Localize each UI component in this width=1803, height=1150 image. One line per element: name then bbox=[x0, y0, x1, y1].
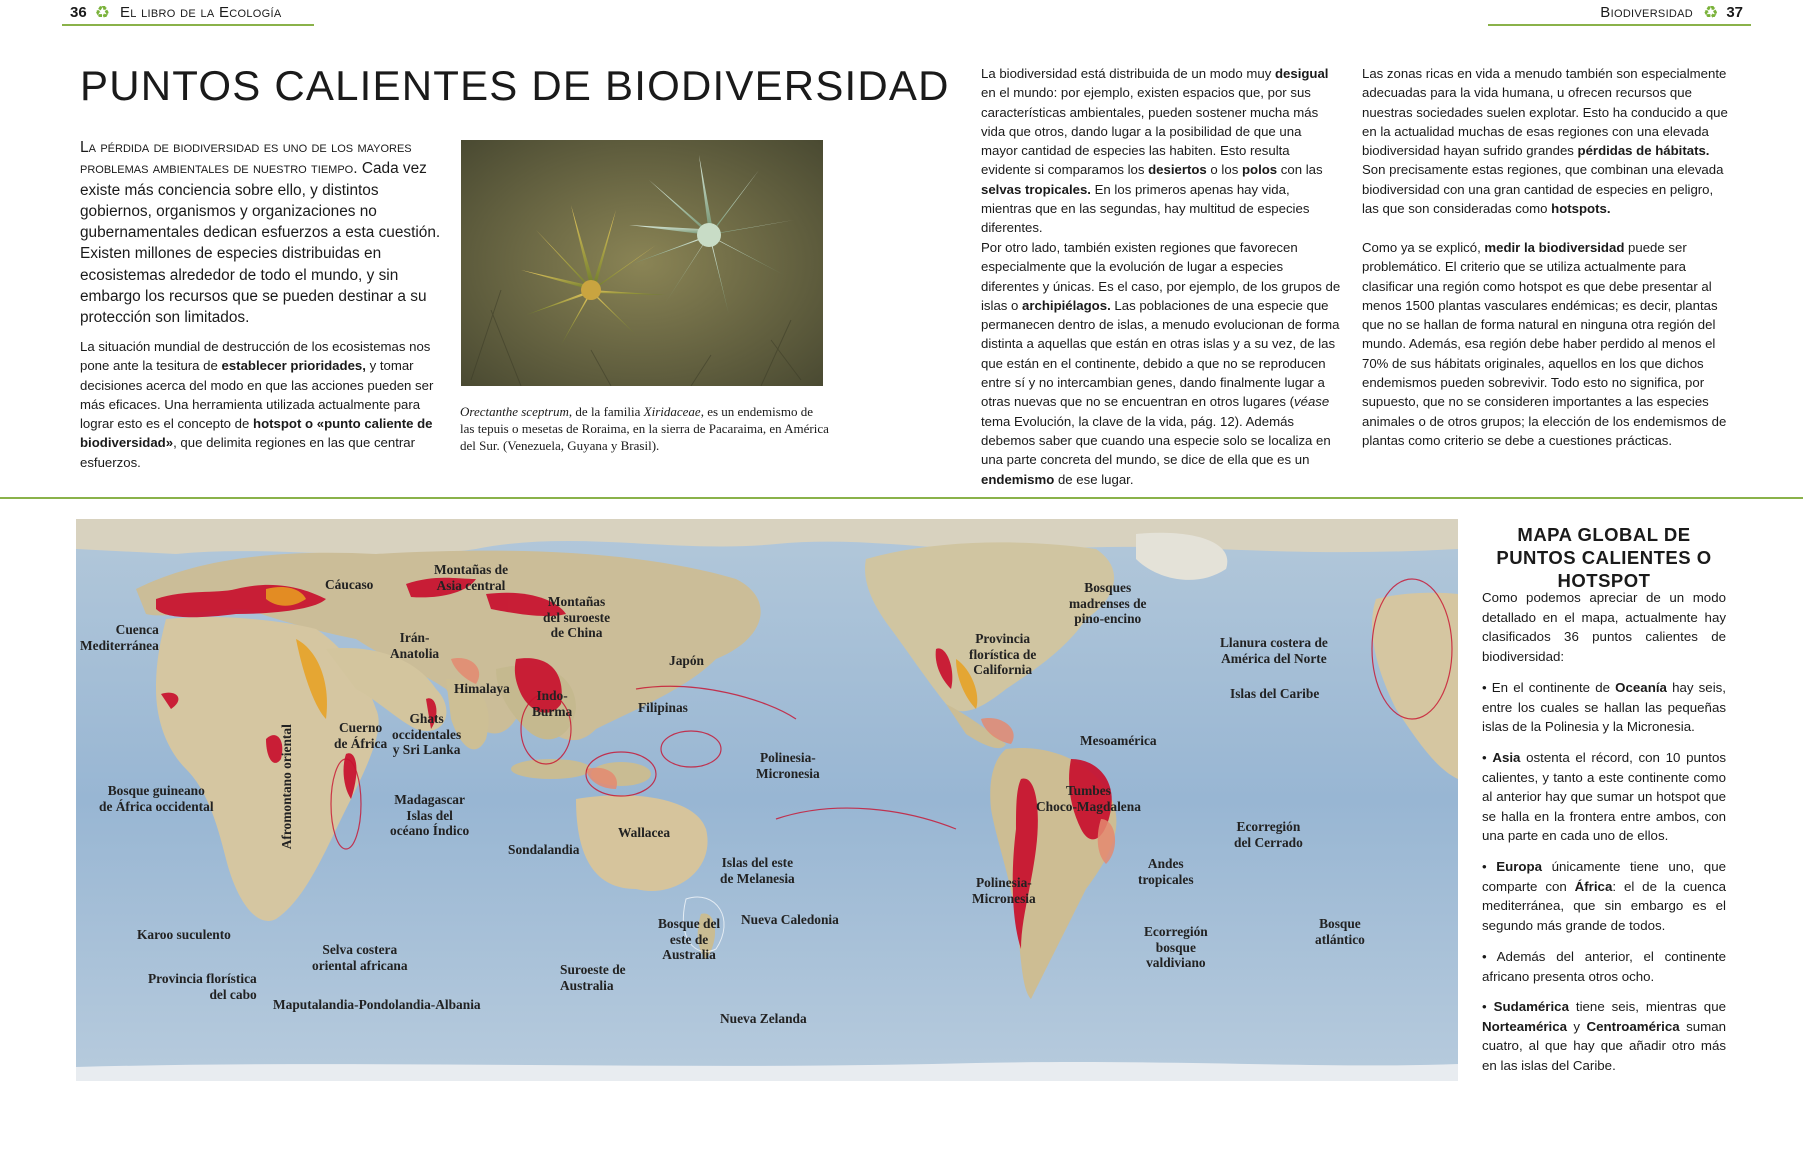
text-run: • En el continente de bbox=[1482, 680, 1616, 695]
map-label-cape-floristic: Provincia florística del cabo bbox=[148, 971, 257, 1002]
caption-species: Orectanthe sceptrum bbox=[460, 404, 569, 419]
bold-run: establecer prioridades, bbox=[221, 358, 366, 374]
bold-run: polos bbox=[1241, 162, 1278, 178]
intro-paragraph bbox=[80, 137, 442, 329]
text-run: La situación mundial de destrucción de los ecosistemas nos pone ante la tesitura de bbox=[80, 339, 431, 374]
text-run: La biodiversidad está distribuida de un modo muy bbox=[981, 66, 1275, 81]
bold-run: África bbox=[1574, 878, 1613, 894]
text-run: y bbox=[1567, 1018, 1587, 1034]
map-label-sw-china: Montañas del suroeste de China bbox=[543, 594, 611, 640]
map-label-guinean-forest: Bosque guineano de África occidental bbox=[99, 783, 214, 814]
bold-run: Sudamérica bbox=[1493, 999, 1569, 1014]
map-label-east-melanesia: Islas del este de Melanesia bbox=[720, 855, 795, 886]
world-hotspot-map bbox=[76, 519, 1458, 1081]
map-label-japan: Japón bbox=[669, 653, 704, 668]
page-title: PUNTOS CALIENTES DE BIODIVERSIDAD bbox=[80, 62, 950, 109]
map-label-coastal-forest: Selva costera oriental africana bbox=[312, 942, 408, 973]
right-page-number: 37 bbox=[1726, 3, 1743, 21]
col4-paragraph-2 bbox=[1362, 238, 1732, 450]
map-label-valdivian: Ecorregión bosque valdiviano bbox=[1144, 924, 1208, 970]
map-label-mediterranean: Cuenca Mediterránea bbox=[80, 622, 159, 653]
bold-run: Asia bbox=[1492, 750, 1521, 765]
map-label-wallacea: Wallacea bbox=[618, 825, 671, 840]
map-label-new-zealand: Nueva Zelanda bbox=[720, 1011, 807, 1026]
bold-run: desigual bbox=[1274, 66, 1329, 81]
map-label-himalaya: Himalaya bbox=[454, 681, 510, 696]
text-run: con las bbox=[1277, 162, 1323, 178]
map-label-succulent-karoo: Karoo suculento bbox=[137, 927, 231, 942]
map-label-california: Provincia florística de California bbox=[969, 631, 1037, 677]
map-label-new-caledonia: Nueva Caledonia bbox=[741, 912, 839, 927]
bold-run: Centroamérica bbox=[1586, 1018, 1680, 1034]
left-page-number: 36 bbox=[70, 3, 87, 21]
recycle-icon-right: ♻ bbox=[1703, 2, 1719, 22]
map-label-tropical-andes: Andes tropicales bbox=[1138, 856, 1194, 887]
col3-paragraph-1 bbox=[981, 64, 1341, 238]
sidebar-bullet-europe bbox=[1482, 857, 1726, 935]
map-label-maputaland: Maputalandia-Pondolandia-Albania bbox=[273, 997, 481, 1012]
text-run: • bbox=[1482, 999, 1494, 1014]
bold-run: Europa bbox=[1496, 859, 1543, 874]
text-run: , que delimita regiones en las que centrar esfuerzos. bbox=[80, 435, 415, 470]
text-run: o los bbox=[1206, 162, 1242, 178]
bold-run: archipiélagos. bbox=[1022, 297, 1111, 313]
text-run: y tomar decisiones acerca del modo en que las acciones pueden ser más eficaces. Una herramienta utilizada actualmente para lograr esto es el concepto de bbox=[80, 358, 434, 432]
text-run: En los primeros apenas hay vida, mientras que en las segundas, hay multitud de especies diferentes. bbox=[981, 181, 1310, 236]
map-label-central-asia: Montañas de Asia central bbox=[434, 562, 509, 593]
sidebar-intro: Como podemos apreciar de un modo detallado en el mapa, actualmente hay clasificados 36 puntos calientes de biodiversidad: bbox=[1482, 590, 1726, 664]
map-label-caucasus: Cáucaso bbox=[325, 577, 374, 592]
bold-run: hotspot o «punto caliente de biodiversidad» bbox=[80, 416, 433, 451]
map-label-sundaland: Sondalandia bbox=[508, 842, 580, 857]
map-label-horn-of-africa: Cuerno de África bbox=[334, 720, 388, 751]
text-run: Las poblaciones de una especie que permanecen dentro de islas, a menudo evolucionan de forma distinta a aquellas que están en otras islas y a su vez, de las que están en el continente, debido a que no se reproducen entre sí y no intercambian genes, dando finalmente lugar a otras nuevas que no se encuentran en otros lugares ( bbox=[981, 297, 1340, 410]
sidebar-bullet-asia bbox=[1482, 748, 1726, 846]
photo-caption bbox=[460, 403, 830, 454]
right-page-header bbox=[1600, 0, 1751, 24]
text-run: • bbox=[1482, 859, 1497, 874]
text-run: únicamente tiene uno, que comparte con bbox=[1482, 859, 1726, 894]
map-label-ghats: Ghats occidentales y Sri Lanka bbox=[392, 711, 462, 757]
recycle-icon: ♻ bbox=[94, 2, 110, 22]
caption-family: Xiridaceae bbox=[643, 404, 701, 419]
map-label-cerrado: Ecorregión del Cerrado bbox=[1234, 819, 1303, 850]
book-title: El libro de la Ecología bbox=[119, 3, 282, 21]
bold-run: hotspots. bbox=[1551, 201, 1611, 217]
text-run: : el de la cuenca mediterránea, que sin embargo es el segundo más grande de todos. bbox=[1482, 878, 1726, 933]
text-run: ostenta el récord, con 10 puntos calientes, y tanto a este continente como al anterior hay que sumar un hotspot que se halla en la frontera entre ambos, con una parte en cada uno de ellos. bbox=[1482, 750, 1726, 843]
text-run: , de la familia bbox=[568, 404, 644, 419]
text-run: Son precisamente estas regiones, que combinan una elevada biodiversidad con una gran cantidad de especies en peligro, las que son consideradas como bbox=[1362, 162, 1724, 217]
sidebar-bullet-americas bbox=[1482, 997, 1726, 1075]
bold-run: medir la biodiversidad bbox=[1484, 240, 1625, 255]
map-label-madagascar: Madagascar Islas del océano Índico bbox=[390, 792, 470, 838]
plant-photo bbox=[461, 140, 823, 386]
left-page-header bbox=[62, 0, 282, 24]
left-header-rule bbox=[62, 24, 314, 26]
map-label-mesoamerica: Mesoamérica bbox=[1080, 733, 1157, 748]
sidebar-bullet-africa: • Además del anterior, el continente africano presenta otros ocho. bbox=[1482, 949, 1726, 984]
bold-run: selvas tropicales. bbox=[981, 181, 1091, 197]
map-label-sw-australia: Suroeste de Australia bbox=[560, 962, 626, 993]
text-run: en el mundo: por ejemplo, existen espacios que, por sus características ambientales, pueden sostener mucha más vida que otros, dando lugar a la posibilidad de que una mayor cantidad de especies las habiten. Esto resulta evidente si comparamos los bbox=[981, 85, 1319, 178]
map-label-polynesia-micronesia-east: Polinesia- Micronesia bbox=[972, 875, 1036, 906]
bold-run: Norteamérica bbox=[1482, 1018, 1567, 1034]
section-divider bbox=[0, 497, 1803, 499]
text-run: suman cuatro, al que hay que añadir otro más en las islas del Caribe. bbox=[1482, 1018, 1727, 1073]
map-label-caribbean: Islas del Caribe bbox=[1230, 686, 1320, 701]
bold-run: Oceanía bbox=[1615, 680, 1667, 695]
right-header-rule bbox=[1488, 24, 1751, 26]
map-label-east-australia: Bosque del este de Australia bbox=[658, 916, 721, 962]
text-run: , es un endemismo de las tepuis o mesetas de Roraima, en la sierra de Pacaraima, en América del Sur. (Venezuela, Guyana y Brasil). bbox=[460, 404, 829, 453]
text-run: Como ya se explicó, bbox=[1362, 240, 1485, 255]
map-label-atlantic-forest: Bosque atlántico bbox=[1315, 916, 1365, 947]
col3-paragraph-2 bbox=[981, 238, 1343, 489]
text-run: puede ser problemático. El criterio que se utiliza actualmente para clasificar una región como hotspot es que debe presentar al menos 1500 plantas vasculares endémicas; es decir, plantas que no se hallan de forma natural en ninguna otra región del mundo. Además, esa región debe haber perdido al menos el 70% de sus hábitats originales, aquellos en los que dichos endemismos pueden sobrevivir. Todo esto no significa, por supuesto, que no se consideren importantes a las especies animales o de otros grupos; la elección de los endemismos de plantas como criterio se debe a cuestiones prácticas. bbox=[1362, 240, 1727, 448]
intro-rest: Cada vez existe más conciencia sobre ello, y distintos gobiernos, organismos y organizaciones no gubernamentales dedican esfuerzos a esta cuestión. Existen millones de especies distribuidas en ecosistemas alrededor de todo el mundo, y sin embargo los recursos que se pueden destinar a su protección son limitados. bbox=[80, 160, 441, 327]
bold-run: desiertos bbox=[1148, 162, 1207, 178]
col1-paragraph bbox=[80, 337, 435, 472]
map-sidebar-title: MAPA GLOBAL DE PUNTOS CALIENTES O HOTSPOT bbox=[1496, 524, 1712, 591]
map-label-philippines: Filipinas bbox=[638, 700, 688, 715]
text-run: tiene seis, mientras que bbox=[1568, 999, 1726, 1014]
text-run: • bbox=[1482, 750, 1493, 765]
text-run: tema Evolución, la clave de la vida, pág. 12). Además debemos saber que cuando una especie solo se localiza en una parte concreta del mundo, se dice de ella que es un bbox=[981, 413, 1331, 468]
intro-lead: La pérdida de biodiversidad es uno de los mayores problemas ambientales de nuestro tiempo. bbox=[80, 139, 412, 178]
col4-paragraph-1 bbox=[1362, 64, 1732, 218]
map-label-iran-anatolia: Irán- Anatolia bbox=[390, 630, 440, 661]
bold-run: endemismo bbox=[981, 471, 1055, 487]
sidebar-bullet-oceania bbox=[1482, 678, 1726, 737]
text-run: de ese lugar. bbox=[1054, 471, 1134, 487]
rosette-plants-illustration bbox=[461, 140, 823, 386]
map-label-polynesia-micronesia-west: Polinesia- Micronesia bbox=[756, 750, 820, 781]
text-run: Por otro lado, también existen regiones que favorecen especialmente que la evolución de lugar a especies diferentes y únicas. Es el caso, por ejemplo, de los grupos de islas o bbox=[981, 240, 1341, 313]
text-run: Las zonas ricas en vida a menudo también son especialmente adecuadas para la vida humana, u ofrecen recursos que nuestras sociedades suelen explotar. Esto ha conducido a que en la actualidad muchas de esas regiones con una elevada biodiversidad hayan sufrido grandes bbox=[1362, 66, 1728, 159]
bold-run: pérdidas de hábitats. bbox=[1577, 143, 1710, 159]
map-label-madrean-pine-oak: Bosques madrenses de pino-encino bbox=[1069, 580, 1147, 626]
section-title: Biodiversidad bbox=[1600, 3, 1694, 21]
italic-run: véase bbox=[1294, 394, 1330, 410]
text-run: hay seis, entre los cuales se hallan las pequeñas islas de la Polinesia y la Micronesia. bbox=[1482, 680, 1726, 734]
map-label-tumbes: Tumbes Choco-Magdalena bbox=[1036, 783, 1141, 814]
map-label-indo-burma: Indo- Burma bbox=[532, 688, 573, 719]
map-label-na-coastal-plain: Llanura costera de América del Norte bbox=[1220, 635, 1328, 666]
map-label-afromontane: Afromontano oriental bbox=[278, 724, 294, 850]
